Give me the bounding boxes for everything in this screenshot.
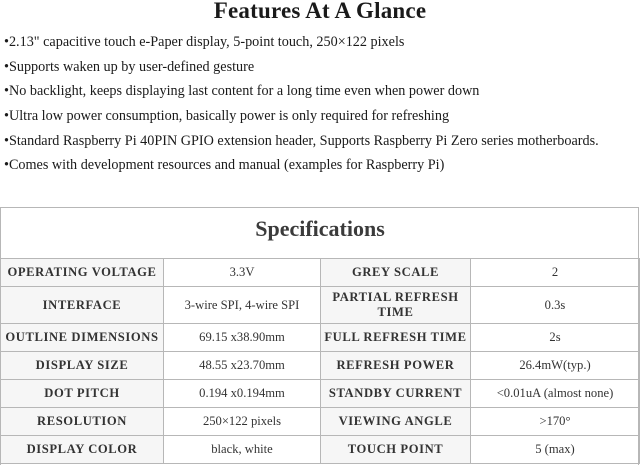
spec-key: FULL REFRESH TIME: [321, 324, 471, 352]
spec-value: 5 (max): [471, 436, 640, 464]
spec-value: 2: [471, 259, 640, 287]
spec-key: DOT PITCH: [1, 380, 164, 408]
spec-value: 48.55 x23.70mm: [164, 352, 321, 380]
spec-value: 26.4mW(typ.): [471, 352, 640, 380]
spec-value: 250×122 pixels: [164, 408, 321, 436]
table-row: [1, 408, 640, 436]
spec-value: 3.3V: [164, 259, 321, 287]
spec-value: black, white: [164, 436, 321, 464]
feature-item: •2.13" capacitive touch e-Paper display, 5-point touch, 250×122 pixels: [4, 34, 405, 50]
feature-item: •Comes with development resources and manual (examples for Raspberry Pi): [4, 157, 445, 174]
spec-value: <0.01uA (almost none): [471, 380, 640, 408]
spec-key: RESOLUTION: [1, 408, 164, 436]
spec-key: DISPLAY COLOR: [1, 436, 164, 464]
spec-key: REFRESH POWER: [321, 352, 471, 380]
spec-key: OUTLINE DIMENSIONS: [1, 324, 164, 352]
specifications-heading: Specifications: [255, 216, 385, 241]
spec-value: 69.15 x38.90mm: [164, 324, 321, 352]
spec-key: DISPLAY SIZE: [1, 352, 164, 380]
spec-value: 3-wire SPI, 4-wire SPI: [164, 287, 321, 324]
table-row: [1, 380, 640, 408]
specifications-table: [0, 258, 640, 464]
spec-value: 0.3s: [471, 287, 640, 324]
feature-item: •Ultra low power consumption, basically power is only required for refreshing: [4, 108, 450, 125]
features-list: [4, 34, 599, 182]
table-row: [1, 324, 640, 352]
table-row: [1, 436, 640, 464]
spec-key: VIEWING ANGLE: [321, 408, 471, 436]
spec-key: GREY SCALE: [321, 259, 471, 287]
spec-value: 0.194 x0.194mm: [164, 380, 321, 408]
feature-item: •No backlight, keeps displaying last content for a long time even when power down: [4, 83, 480, 100]
table-row: [1, 287, 640, 324]
table-row: [1, 259, 640, 287]
spec-key: PARTIAL REFRESH TIME: [321, 287, 471, 324]
feature-item: •Supports waken up by user-defined gesture: [4, 58, 255, 75]
table-row: [1, 352, 640, 380]
spec-key: TOUCH POINT: [321, 436, 471, 464]
spec-value: >170°: [471, 408, 640, 436]
page-title: Features At A Glance: [213, 0, 427, 23]
spec-key: STANDBY CURRENT: [321, 380, 471, 408]
feature-item: •Standard Raspberry Pi 40PIN GPIO extension header, Supports Raspberry Pi Zero series motherboards.: [4, 132, 599, 149]
spec-key: OPERATING VOLTAGE: [1, 259, 164, 287]
spec-value: 2s: [471, 324, 640, 352]
spec-key: INTERFACE: [1, 287, 164, 324]
